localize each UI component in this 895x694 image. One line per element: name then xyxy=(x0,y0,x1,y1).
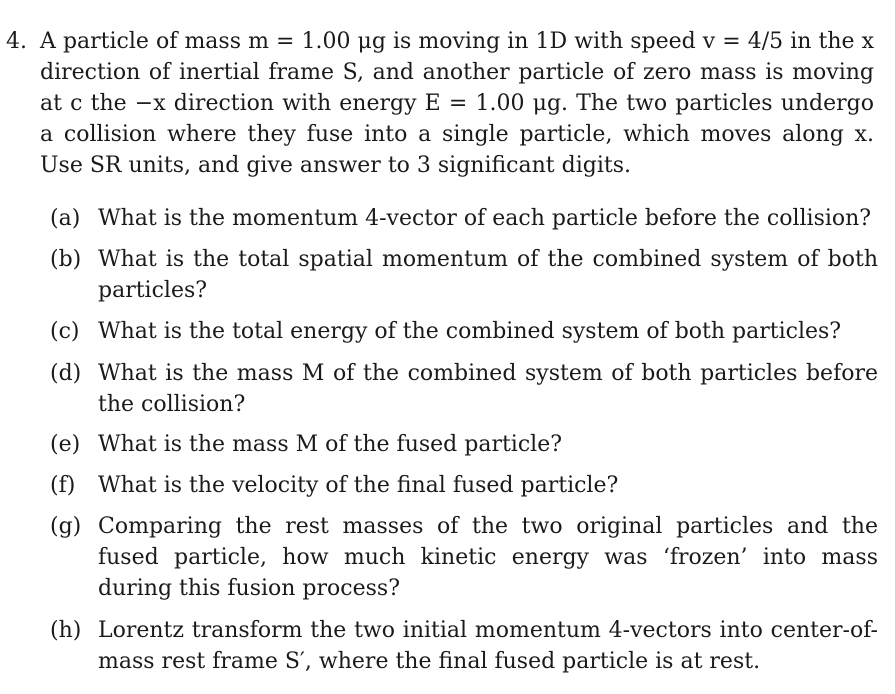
part-label: (a) xyxy=(50,206,81,231)
part-e xyxy=(50,429,878,460)
part-b xyxy=(50,244,878,306)
part-label: (f) xyxy=(50,473,76,498)
part-text: What is the total spatial momentum of the combined system of both particles? xyxy=(98,247,878,303)
part-label: (b) xyxy=(50,247,82,272)
part-text: What is the velocity of the final fused particle? xyxy=(98,473,619,498)
part-label: (h) xyxy=(50,618,82,643)
part-text: What is the momentum 4-vector of each particle before the collision? xyxy=(98,206,872,231)
part-text: What is the mass M of the fused particle? xyxy=(98,432,563,457)
problem-statement xyxy=(6,26,874,181)
part-g xyxy=(50,511,878,604)
part-text: Lorentz transform the two initial momentum 4-vectors into center-of-mass rest frame S′, where the final fused particle is at rest. xyxy=(98,618,878,674)
part-label: (e) xyxy=(50,432,81,457)
problem-intro-text: A particle of mass m = 1.00 μg is moving in 1D with speed v = 4/5 in the x direction of inertial frame S, and another particle of zero mass is moving at c the −x direction with energy E = 1.00 μg. The two particles undergo a collision where they fuse into a single particle, which moves along x. Use SR units, and give answer to 3 significant digits. xyxy=(40,29,874,178)
part-text: What is the mass M of the combined system of both particles before the collision? xyxy=(98,361,878,417)
part-label: (g) xyxy=(50,514,82,539)
part-a xyxy=(50,203,878,234)
part-text: Comparing the rest masses of the two original particles and the fused particle, how much kinetic energy was ‘frozen’ into mass during this fusion process? xyxy=(98,514,878,601)
part-label: (c) xyxy=(50,319,80,344)
part-f xyxy=(50,470,878,501)
problem-number: 4. xyxy=(6,29,27,54)
part-c xyxy=(50,316,878,347)
part-h xyxy=(50,615,878,677)
part-label: (d) xyxy=(50,361,82,386)
part-d xyxy=(50,358,878,420)
part-text: What is the total energy of the combined system of both particles? xyxy=(98,319,842,344)
